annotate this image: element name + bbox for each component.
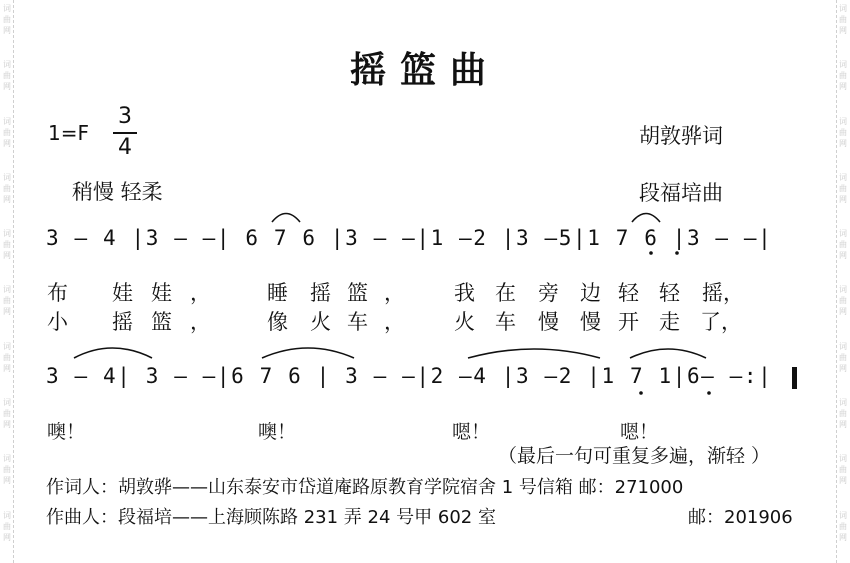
watermark-glyph: 曲 xyxy=(3,71,11,81)
watermark-glyph: 网 xyxy=(3,420,11,430)
lyric: 了， xyxy=(700,310,742,334)
watermark-glyph: 曲 xyxy=(3,465,11,475)
watermark-glyph: 曲 xyxy=(839,521,847,531)
watermark-glyph: 曲 xyxy=(839,127,847,137)
watermark-glyph: 词 xyxy=(3,60,11,70)
watermark-glyph: 词 xyxy=(839,172,847,182)
lyric: 车 xyxy=(495,310,516,334)
watermark-glyph: 曲 xyxy=(839,15,847,24)
song-title: 摇篮曲 xyxy=(349,50,500,91)
lyric: 嗯！ xyxy=(620,421,659,443)
lyric: 噢！ xyxy=(47,421,86,443)
lyric: 开 xyxy=(618,310,639,334)
slur xyxy=(468,349,600,358)
lyric: 边 xyxy=(580,281,601,305)
watermark-glyph: 网 xyxy=(839,476,847,486)
watermark-glyph: 网 xyxy=(839,194,847,204)
lyric: 像 xyxy=(267,310,288,334)
performance-note: （最后一句可重复多遍，渐轻 ） xyxy=(498,445,771,467)
final-barline xyxy=(792,367,797,389)
lyric: 睡 xyxy=(267,281,288,305)
watermark-glyph: 曲 xyxy=(3,183,11,193)
watermark-glyph: 网 xyxy=(3,26,11,35)
score-line-1: 3 — 4 |3 — —| 6 7 6 |3 — —|1 —2 |3 —5|1 7 6 |3 — —| xyxy=(46,226,773,250)
watermark-glyph: 词 xyxy=(839,398,847,408)
watermark-glyph: 词 xyxy=(839,341,847,351)
watermark-glyph: 网 xyxy=(839,532,847,542)
watermark-glyph: 网 xyxy=(3,476,11,486)
watermark-glyph: 网 xyxy=(839,82,847,92)
lyric: 布 xyxy=(47,281,68,305)
score-line-2: 3 — 4| 3 — —|6 7 6 | 3 — —|2 —4 |3 —2 |1 7 1|6— —:| xyxy=(46,364,773,388)
watermark-glyph: 词 xyxy=(3,285,11,295)
watermark-glyph: 网 xyxy=(839,26,847,35)
watermark-glyph: 曲 xyxy=(839,71,847,81)
watermark-glyph: 曲 xyxy=(839,352,847,362)
watermark-glyph: 网 xyxy=(839,420,847,430)
low-octave-dot xyxy=(649,251,653,255)
lyric: 摇， xyxy=(702,281,744,305)
watermark-glyph: 曲 xyxy=(839,183,847,193)
composer-contact: 作曲人：段福培——上海顾陈路 231 弄 24 号甲 602 室 xyxy=(46,507,496,528)
lyric: 小 xyxy=(47,310,68,334)
lyric: 火 xyxy=(454,310,475,334)
lyric: 娃娃， xyxy=(112,281,229,305)
slur xyxy=(74,348,152,358)
composer-credit: 段福培曲 xyxy=(639,181,723,205)
watermark-glyph: 词 xyxy=(839,60,847,70)
slur xyxy=(630,349,706,358)
watermark-glyph: 曲 xyxy=(839,296,847,306)
watermark-glyph: 词 xyxy=(839,285,847,295)
watermark-glyph: 网 xyxy=(3,532,11,542)
lyricist-credit: 胡敦骅词 xyxy=(639,124,723,148)
watermark-glyph: 曲 xyxy=(3,521,11,531)
lyric: 慢 xyxy=(580,310,601,334)
watermark-glyph: 曲 xyxy=(3,127,11,137)
lyric: 在 xyxy=(495,281,516,305)
watermark-glyph: 网 xyxy=(839,251,847,261)
slur xyxy=(262,348,354,358)
meter-denominator: 4 xyxy=(118,135,132,160)
tempo-marking: 稍慢 轻柔 xyxy=(72,180,163,204)
low-octave-dot xyxy=(707,391,711,395)
watermark-glyph: 词 xyxy=(839,116,847,126)
lyric: 慢 xyxy=(538,310,559,334)
lyricist-contact: 作词人：胡敦骅——山东泰安市岱道庵路原教育学院宿舍 1 号信箱 邮：271000 xyxy=(46,477,684,498)
watermark-glyph: 词 xyxy=(3,4,11,13)
watermark-glyph: 词 xyxy=(839,4,847,13)
watermark-glyph: 词 xyxy=(3,398,11,408)
composer-zip: 邮：201906 xyxy=(688,507,793,528)
lyric: 摇篮， xyxy=(310,281,421,305)
slur xyxy=(632,214,660,223)
watermark-glyph: 曲 xyxy=(3,15,11,24)
key-signature: 1=F xyxy=(48,121,89,145)
lyric: 嗯！ xyxy=(452,421,491,443)
watermark-glyph: 网 xyxy=(3,251,11,261)
lyric: 噢！ xyxy=(258,421,297,443)
watermark-glyph: 曲 xyxy=(839,240,847,250)
watermark-glyph: 词 xyxy=(839,229,847,239)
watermark-glyph: 词 xyxy=(3,116,11,126)
watermark-glyph: 曲 xyxy=(839,465,847,475)
watermark-glyph: 曲 xyxy=(3,240,11,250)
watermark-glyph: 网 xyxy=(3,138,11,148)
lyric: 旁 xyxy=(538,281,559,305)
watermark-glyph: 词 xyxy=(3,172,11,182)
lyric: 火车， xyxy=(310,310,421,334)
watermark-glyph: 网 xyxy=(3,363,11,373)
slur xyxy=(272,214,300,223)
watermark-glyph: 网 xyxy=(3,82,11,92)
watermark-glyph: 网 xyxy=(839,363,847,373)
watermark-glyph: 曲 xyxy=(3,409,11,419)
lyric: 走 xyxy=(659,310,680,334)
watermark-glyph: 网 xyxy=(3,307,11,317)
meter-numerator: 3 xyxy=(118,104,132,129)
lyric: 轻 xyxy=(659,281,680,305)
watermark-glyph: 网 xyxy=(3,194,11,204)
watermark-glyph: 曲 xyxy=(839,409,847,419)
watermark-glyph: 词 xyxy=(3,341,11,351)
lyric: 轻 xyxy=(618,281,639,305)
watermark-glyph: 词 xyxy=(839,510,847,520)
watermark-glyph: 曲 xyxy=(3,352,11,362)
low-octave-dot xyxy=(675,251,679,255)
watermark-glyph: 词 xyxy=(3,510,11,520)
watermark-glyph: 词 xyxy=(3,229,11,239)
lyric: 摇篮， xyxy=(112,310,229,334)
watermark-glyph: 曲 xyxy=(3,296,11,306)
watermark-glyph: 词 xyxy=(839,454,847,464)
watermark-glyph: 网 xyxy=(839,138,847,148)
low-octave-dot xyxy=(639,391,643,395)
lyric: 我 xyxy=(454,281,475,305)
watermark-glyph: 网 xyxy=(839,307,847,317)
watermark-glyph: 词 xyxy=(3,454,11,464)
